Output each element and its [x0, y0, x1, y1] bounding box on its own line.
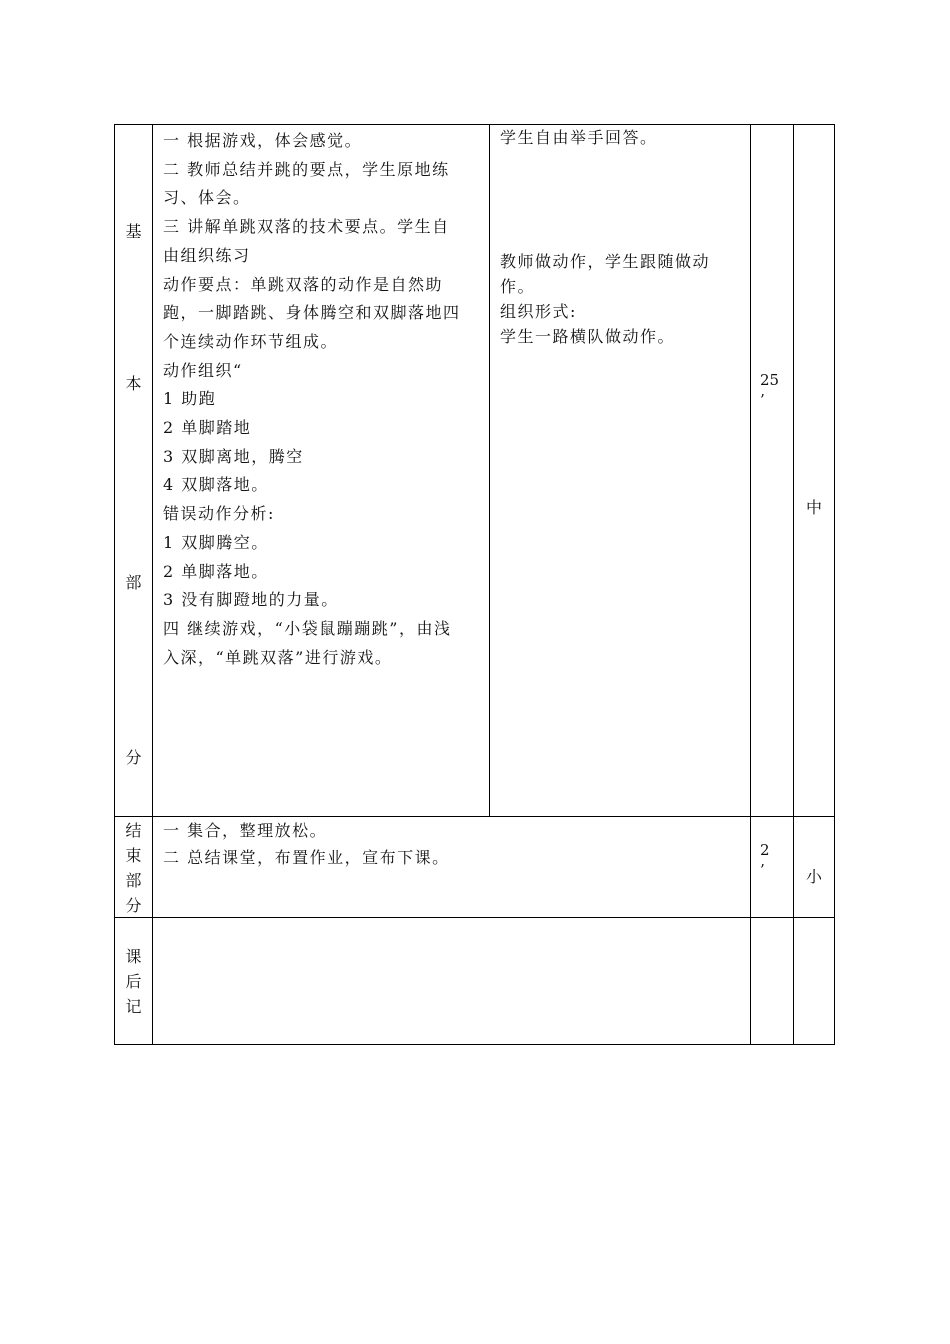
time-value: 25 [760, 371, 780, 389]
main-section-student-activity [489, 125, 750, 816]
main-section-content [152, 125, 489, 816]
end-section-time [750, 817, 793, 917]
student-line: 学生自由举手回答。 [500, 128, 658, 147]
end-section-intensity [793, 817, 836, 917]
main-section-intensity [793, 125, 836, 816]
content-line: 二 教师总结并跳的要点，学生原地练 [163, 159, 450, 179]
content-line: 三 讲解单跳双落的技术要点。学生自 [163, 217, 450, 237]
time-mark: ’ [760, 391, 765, 409]
label-char: 部 [125, 871, 142, 890]
label-char: 结 [125, 821, 142, 840]
student-line: 组织形式: [500, 302, 577, 321]
label-char: 基 [125, 222, 142, 241]
content-line: 2 单脚落地。 [163, 561, 269, 581]
content-line: 1 助跑 [163, 389, 217, 409]
content-line: 错误动作分析: [163, 504, 275, 524]
end-section-row [115, 817, 834, 918]
content-line: 二 总结课堂，布置作业，宣布下课。 [163, 848, 450, 867]
lesson-plan-table [114, 124, 835, 1045]
content-line: 跑，一脚踏跳、身体腾空和双脚落地四 [163, 303, 461, 323]
label-char: 分 [125, 748, 142, 767]
content-line: 习、体会。 [163, 188, 251, 208]
student-line: 作。 [500, 277, 536, 296]
notes-section-intensity [793, 918, 836, 1044]
end-section-label [115, 817, 152, 917]
content-line: 一 集合，整理放松。 [163, 821, 328, 840]
label-char: 部 [125, 573, 142, 592]
label-char: 课 [125, 947, 142, 966]
main-section-time [750, 125, 793, 816]
main-section-label [115, 125, 152, 816]
label-char: 后 [125, 972, 142, 991]
notes-section-time [750, 918, 793, 1044]
content-line: 个连续动作环节组成。 [163, 331, 339, 351]
content-line: 由组织练习 [163, 245, 251, 265]
end-section-content [152, 817, 750, 917]
intensity-value: 中 [806, 498, 823, 517]
content-line: 动作组织“ [163, 360, 243, 380]
label-char: 束 [125, 846, 142, 865]
label-char: 分 [125, 896, 142, 915]
content-line: 4 双脚落地。 [163, 475, 269, 495]
notes-section-content [152, 918, 750, 1044]
time-mark: ’ [760, 861, 765, 879]
notes-section-row [115, 918, 834, 1044]
content-line: 四 继续游戏，“小袋鼠蹦蹦跳”，由浅 [163, 618, 452, 638]
main-section-row [115, 125, 834, 817]
content-line: 1 双脚腾空。 [163, 532, 269, 552]
content-line: 入深，“单跳双落”进行游戏。 [163, 647, 393, 667]
label-char: 记 [125, 997, 142, 1016]
time-value: 2 [760, 841, 770, 859]
content-line: 一 根据游戏，体会感觉。 [163, 131, 363, 150]
content-line: 3 双脚离地，腾空 [163, 446, 304, 466]
student-line: 学生一路横队做动作。 [500, 327, 676, 346]
content-line: 3 没有脚蹬地的力量。 [163, 590, 339, 610]
student-line: 教师做动作，学生跟随做动 [500, 252, 711, 271]
content-line: 2 单脚踏地 [163, 418, 252, 438]
content-line: 动作要点：单跳双落的动作是自然助 [163, 274, 444, 294]
notes-section-label [115, 918, 152, 1044]
label-char: 本 [125, 374, 142, 393]
intensity-value: 小 [806, 867, 823, 886]
